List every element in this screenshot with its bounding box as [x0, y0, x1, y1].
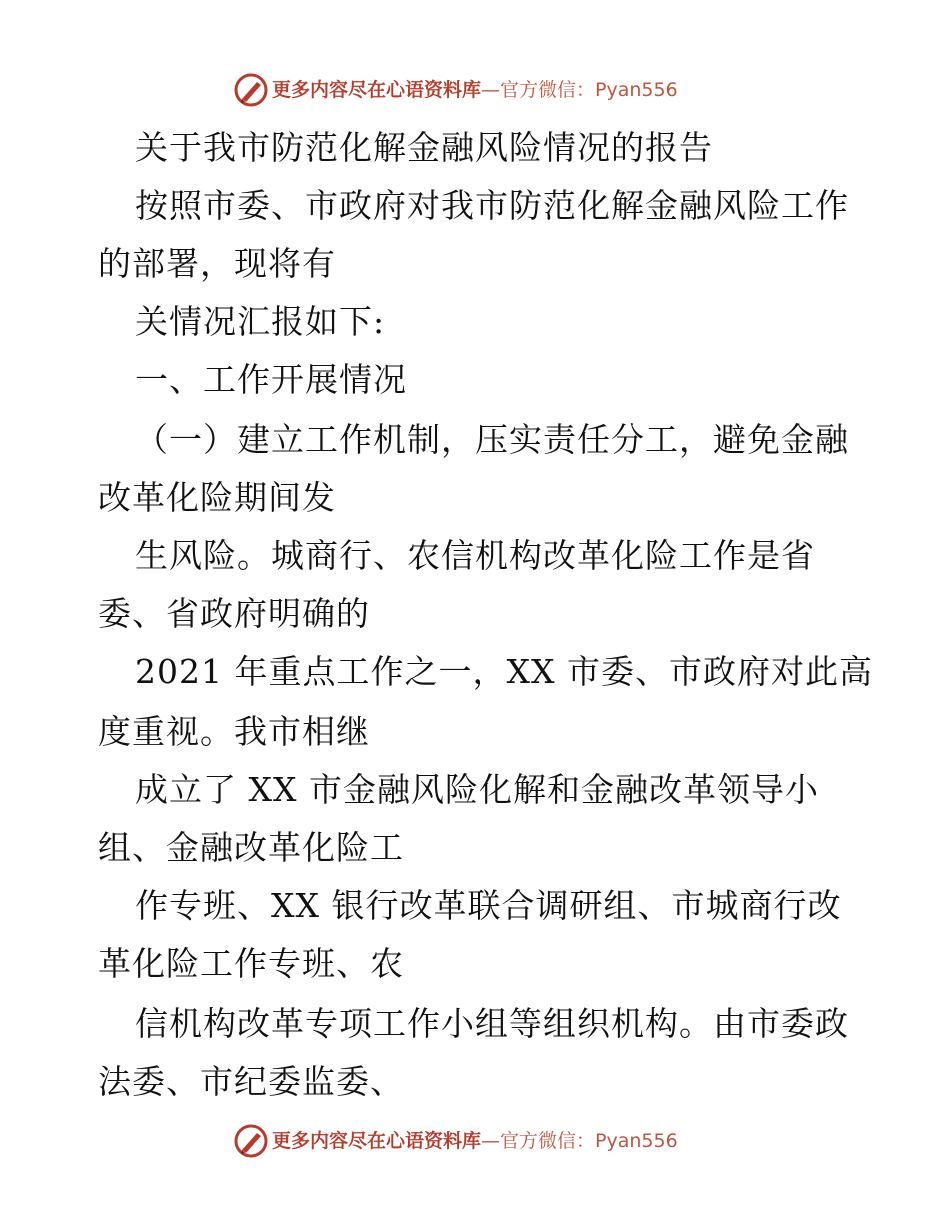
- footer-watermark-banner: [0, 1121, 950, 1161]
- header-watermark-banner: [0, 70, 950, 110]
- paragraph-line: 作专班、XX 银行改革联合调研组、市城商行改: [135, 886, 842, 925]
- paragraph-line: 2021 年重点工作之一，XX 市委、市政府对此高: [135, 652, 873, 691]
- paragraph-line: 度重视。我市相继: [98, 712, 370, 751]
- paragraph-line: 改革化险期间发: [98, 478, 336, 517]
- section-heading: 一、工作开展情况: [135, 360, 407, 399]
- paragraph-line: 组、金融改革化险工: [98, 828, 404, 867]
- footer-watermark-text: [272, 1129, 678, 1153]
- watermark-official: 官方微信：: [500, 1130, 596, 1152]
- watermark-dash: —: [481, 1130, 501, 1152]
- watermark-brand: 更多内容尽在心语资料库: [272, 1130, 482, 1152]
- watermark-account: Pyan556: [595, 79, 678, 101]
- document-title: 关于我市防范化解金融风险情况的报告: [135, 128, 713, 167]
- paragraph-line: 法委、市纪委监委、: [98, 1062, 404, 1101]
- watermark-official: 官方微信：: [500, 79, 596, 101]
- header-watermark-text: [272, 78, 678, 102]
- paragraph-line: （一）建立工作机制，压实责任分工，避免金融: [135, 420, 849, 459]
- paragraph-line: 成立了 XX 市金融风险化解和金融改革领导小: [135, 770, 819, 809]
- paragraph-line: 关情况汇报如下:: [135, 302, 386, 341]
- paragraph-line: 革化险工作专班、农: [98, 944, 404, 983]
- paragraph-line: 委、省政府明确的: [98, 594, 370, 633]
- paragraph-line: 按照市委、市政府对我市防范化解金融风险工作: [135, 186, 849, 225]
- paragraph-line: 生风险。城商行、农信机构改革化险工作是省: [135, 536, 815, 575]
- watermark-account: Pyan556: [595, 1130, 678, 1152]
- pen-logo-icon: [233, 72, 269, 108]
- watermark-brand: 更多内容尽在心语资料库: [272, 79, 482, 101]
- paragraph-line: 信机构改革专项工作小组等组织机构。由市委政: [135, 1004, 849, 1043]
- watermark-dash: —: [481, 79, 501, 101]
- pen-logo-icon: [233, 1123, 269, 1159]
- paragraph-line: 的部署，现将有: [98, 244, 336, 283]
